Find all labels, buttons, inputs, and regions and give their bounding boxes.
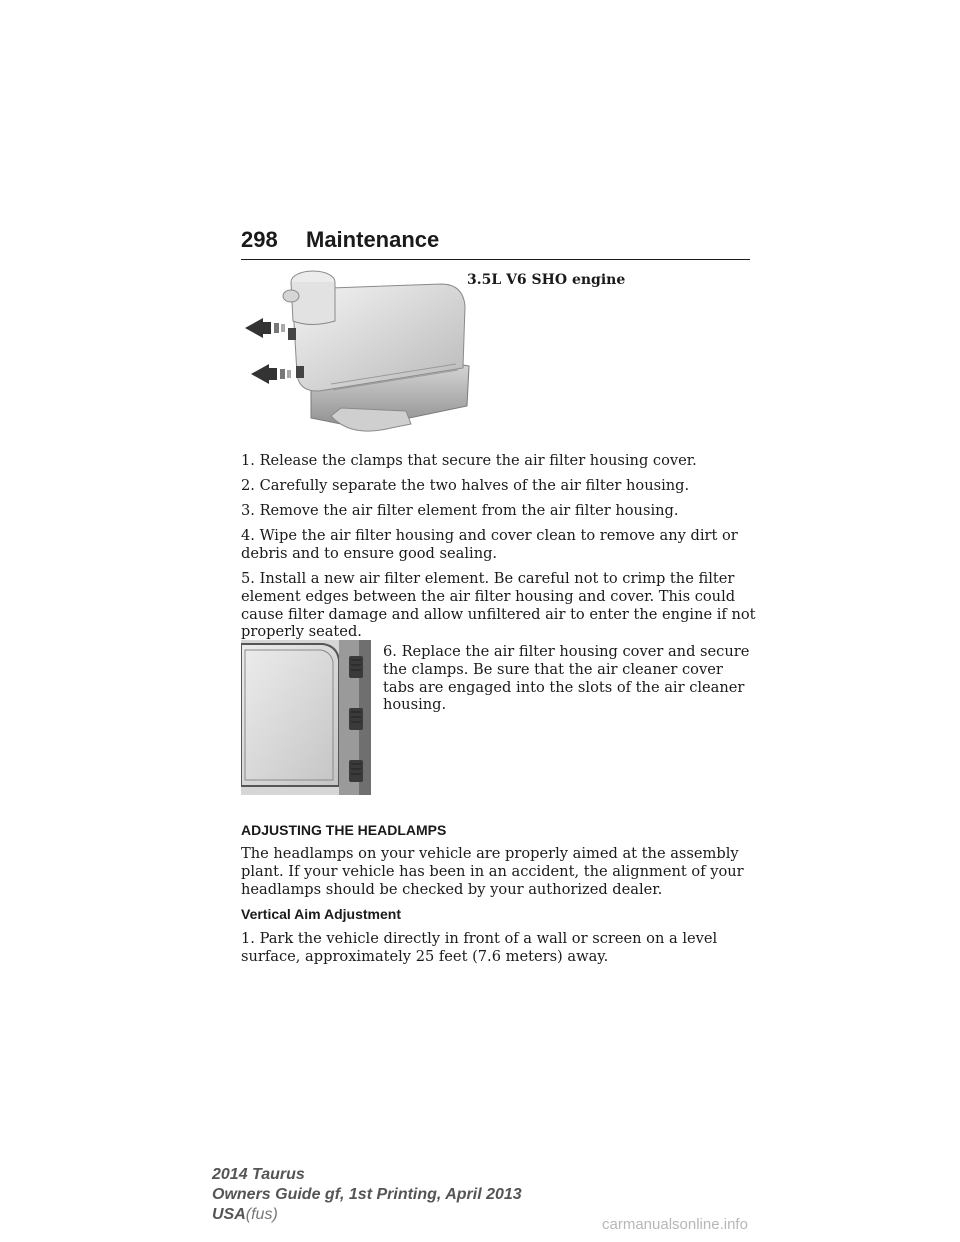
header-divider — [241, 259, 750, 260]
air-cleaner-cover-tabs-illustration — [241, 640, 371, 795]
watermark: carmanualsonline.info — [602, 1216, 748, 1233]
step-6: 6. Replace the air filter housing cover and secure the clamps. Be sure that the air cleaner cover tabs are engaged into the slots of the air cleaner housing. — [383, 643, 750, 714]
step-4: 4. Wipe the air filter housing and cover clean to remove any dirt or debris and to ensure good sealing. — [241, 527, 738, 562]
section-title: Maintenance — [306, 227, 440, 252]
footer-edition: Owners Guide gf, 1st Printing, April 2013 — [212, 1186, 522, 1203]
footer-market-code: USA — [212, 1206, 246, 1223]
step-1: 1. Release the clamps that secure the air filter housing cover. — [241, 452, 697, 469]
footer-market — [212, 1205, 522, 1225]
step-2: 2. Carefully separate the two halves of the air filter housing. — [241, 477, 690, 494]
vertical-aim-subheading: Vertical Aim Adjustment — [241, 906, 402, 922]
step-3: 3. Remove the air filter element from the air filter housing. — [241, 502, 679, 519]
vertical-aim-step-1: 1. Park the vehicle directly in front of a wall or screen on a level surface, approximately 25 feet (7.6 meters) away. — [241, 930, 718, 965]
air-filter-housing-illustration — [241, 266, 477, 438]
headlamps-heading: ADJUSTING THE HEADLAMPS — [241, 822, 447, 838]
figure-caption: 3.5L V6 SHO engine — [467, 272, 626, 288]
headlamps-body: The headlamps on your vehicle are properly aimed at the assembly plant. If your vehicle has been in an accident, the alignment of your headlamps should be checked by your authorized dealer. — [241, 845, 744, 898]
footer-model: 2014 Taurus — [212, 1166, 305, 1183]
footer-market-suffix: (fus) — [245, 1206, 278, 1223]
page-number: 298 — [241, 227, 278, 252]
document-footer — [212, 1165, 522, 1225]
step-5: 5. Install a new air filter element. Be careful not to crimp the filter element edges between the air filter housing and cover. This could cause filter damage and allow unfiltered air to enter the engine if not properly seated. — [241, 570, 756, 641]
